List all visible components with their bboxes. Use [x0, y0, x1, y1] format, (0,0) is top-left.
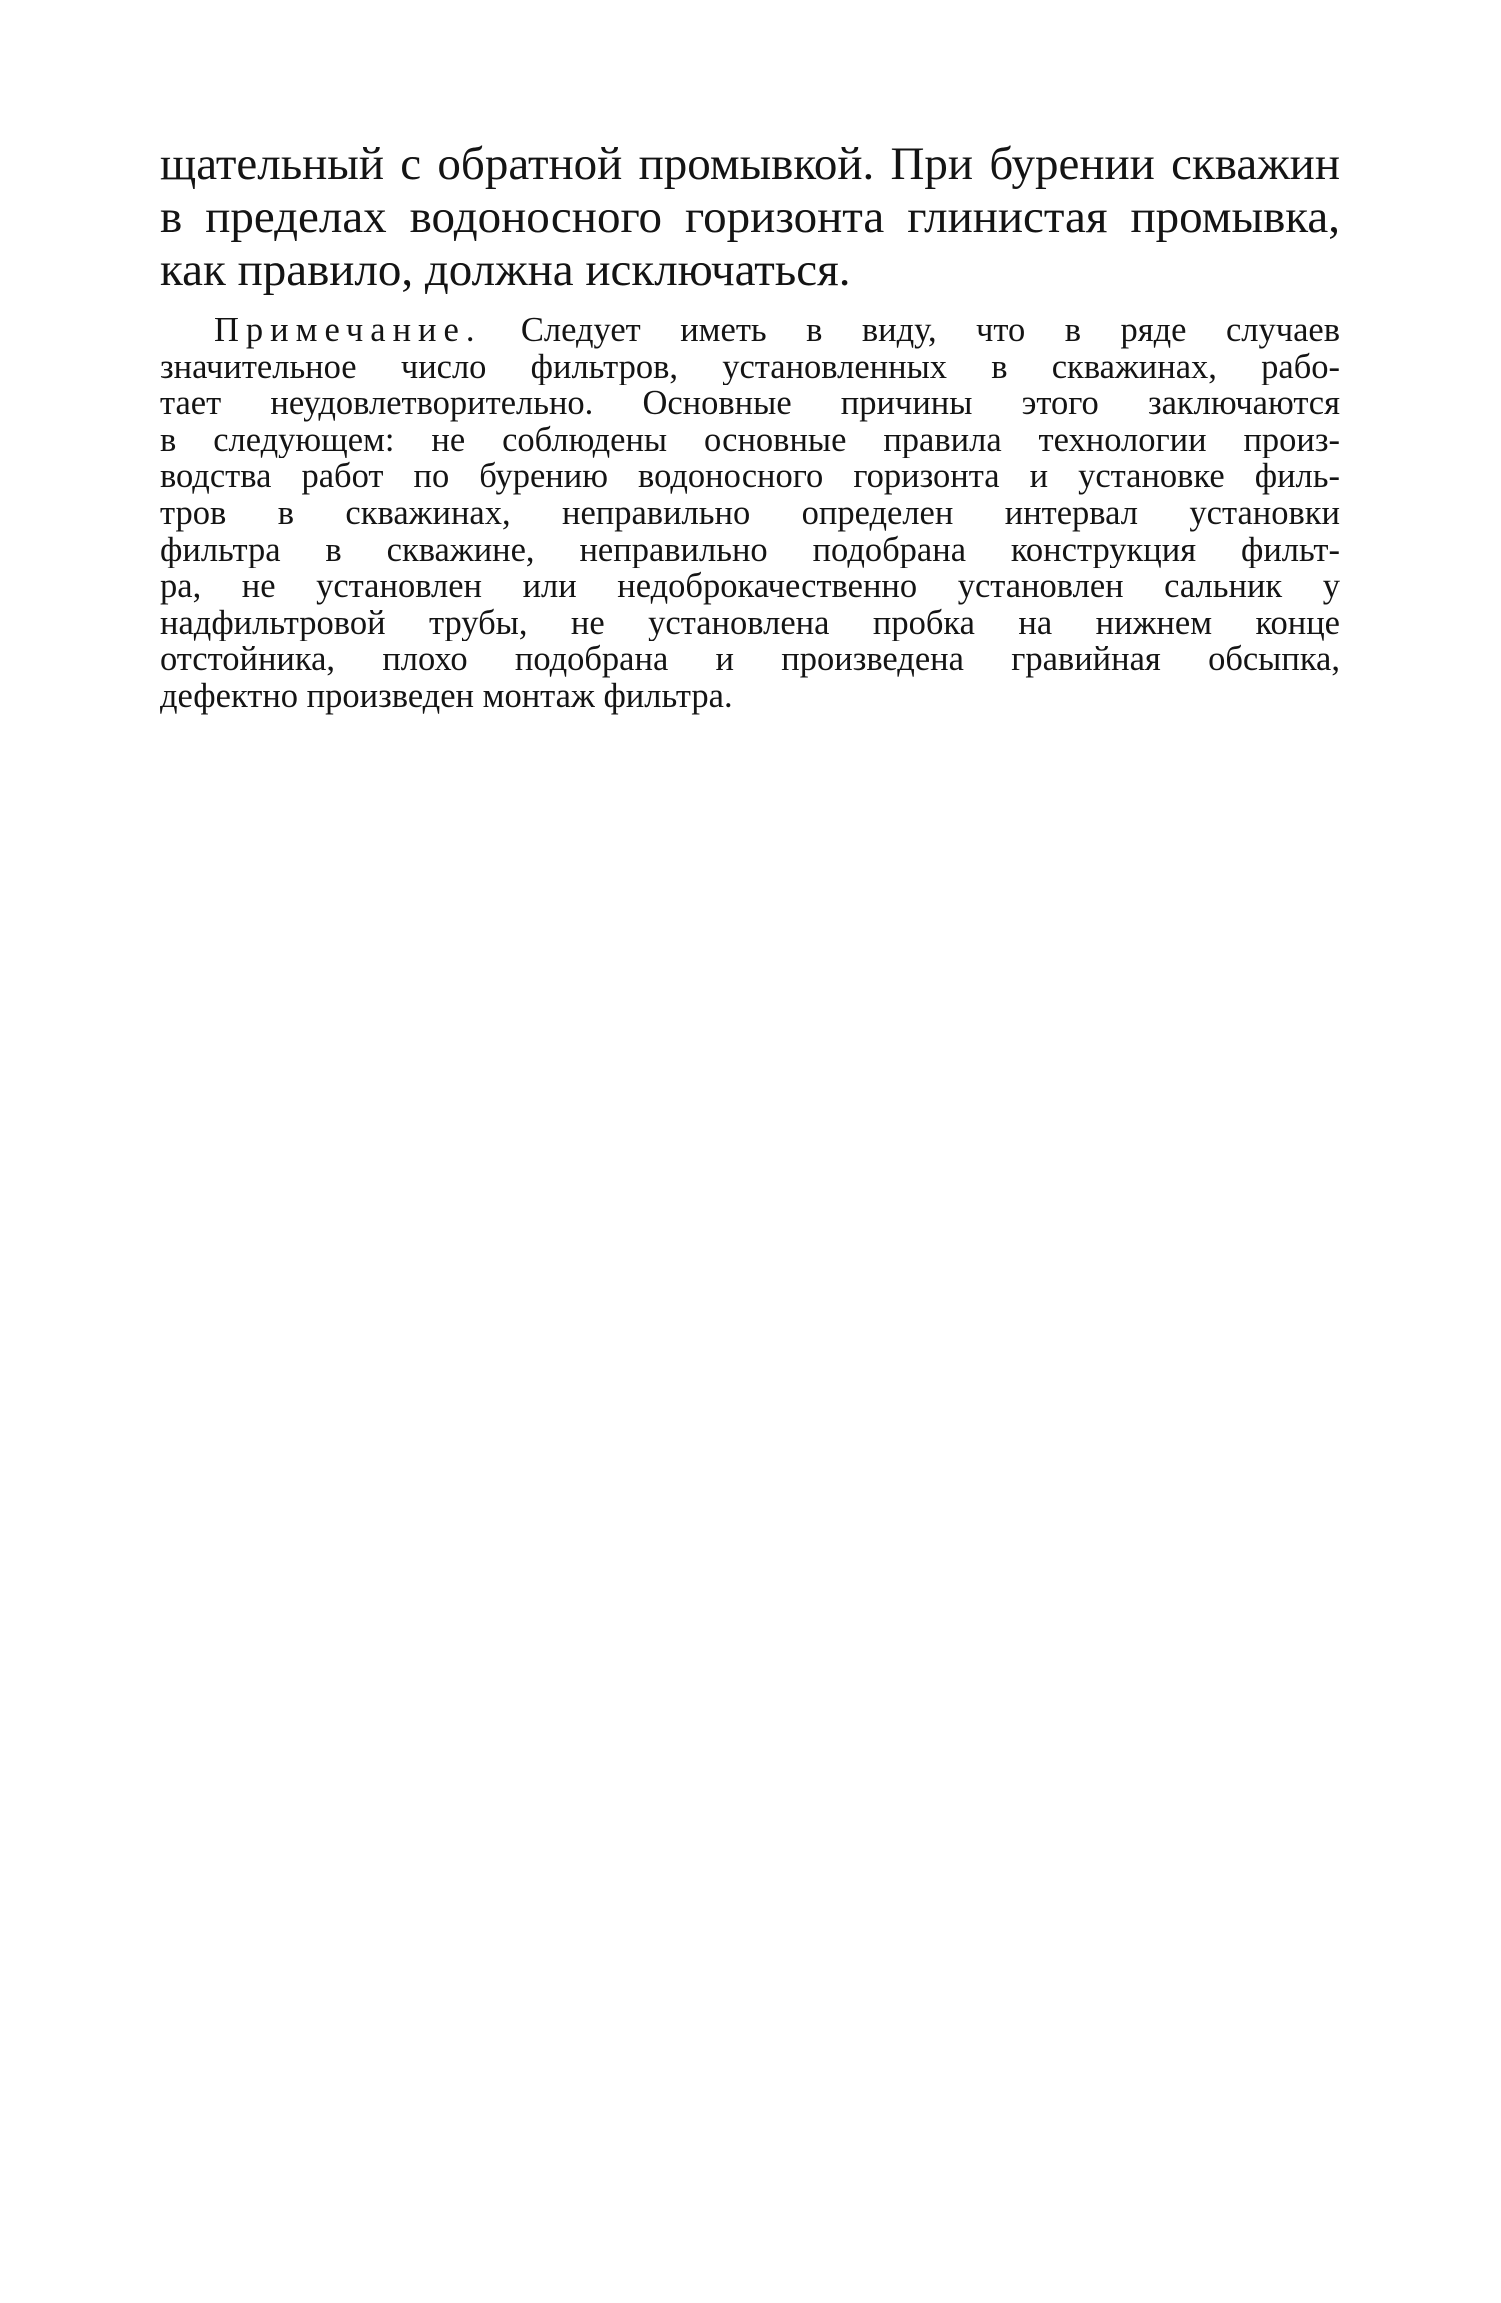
note-line: в следующем: не соблюдены основные правила технологии произ- [160, 421, 1340, 459]
note-first-line-text: Следует иметь в виду, что в ряде случаев [520, 312, 1340, 349]
main-paragraph-line: в пределах водоносного горизонта глинистая промывка, [160, 191, 1340, 243]
main-paragraph-line: как правило, должна исключаться. [160, 244, 851, 296]
note-first-line [160, 312, 1340, 349]
note-line: тает неудовлетворительно. Основные причины этого заключаются [160, 385, 1340, 422]
note-line: дефектно произведен монтаж фильтра. [160, 677, 733, 715]
note-line: тров в скважинах, неправильно определен интервал установки [160, 494, 1340, 532]
note-paragraph [160, 312, 1340, 715]
note-line: фильтра в скважине, неправильно подобрана конструкция фильт- [160, 531, 1340, 569]
note-line: водства работ по бурению водоносного горизонта и установке филь- [160, 458, 1340, 495]
note-line: надфильтровой трубы, не установлена пробка на нижнем конце [160, 604, 1340, 642]
main-paragraph-line: щательный с обратной промывкой. При бурении скважин [160, 138, 1340, 190]
note-line: значительное число фильтров, установленных в скважинах, рабо- [160, 348, 1340, 386]
note-line: ра, не установлен или недоброкачественно установлен сальник у [160, 568, 1340, 605]
note-label: Примечание. [214, 312, 482, 349]
main-paragraph [160, 138, 1340, 297]
note-line: отстойника, плохо подобрана и произведена гравийная обсыпка, [160, 641, 1340, 678]
